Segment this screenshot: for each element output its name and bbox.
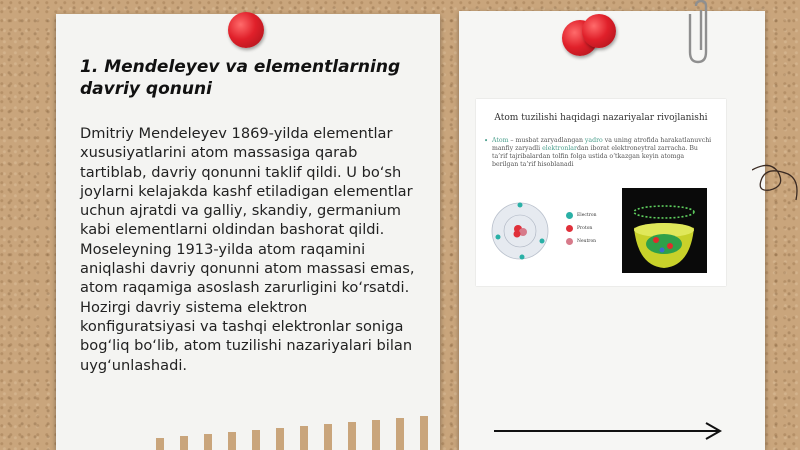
slide-bullet: •	[484, 137, 489, 145]
atom-3d-image	[622, 188, 707, 273]
slide-text-elektron: elektronlar	[542, 145, 577, 152]
slide-text-main: – musbat zaryadlangan	[508, 137, 585, 144]
slide-text-mid: va uning atrofida harakatlanuvchi manfiy zaryadli	[492, 137, 712, 152]
slide-title: Atom tuzilishi haqidagi nazariyalar rivojlanishi	[494, 113, 708, 123]
electron-dot-icon	[566, 212, 573, 219]
atom-legend	[566, 212, 596, 251]
slide-text-end: dan iborat elektroneytral zarracha. Bu ta’rif tajribalardan tolfin folga ustida o‘tkazgan keyin atomga berilgan ta’rif hisoblanadi	[492, 145, 698, 168]
slide-text	[492, 137, 712, 169]
legend-proton: Proton	[577, 226, 593, 231]
swirl-doodle-icon	[752, 150, 800, 210]
legend-neutron: Neutron	[577, 239, 597, 244]
push-pin-icon	[228, 12, 264, 48]
paper-punch-holes	[56, 416, 440, 450]
slide-text-atom: Atom	[492, 137, 509, 144]
slide-image	[476, 99, 726, 286]
proton-dot-icon	[566, 225, 573, 232]
arrow-right-icon	[492, 420, 724, 442]
slide-text-yadro: yadro	[584, 137, 603, 144]
page-title: 1. Mendeleyev va elementlarning davriy qonuni	[80, 57, 401, 99]
push-pin-icon	[582, 14, 616, 48]
body-paragraph: Dmitriy Mendeleyev 1869-yilda elementlar xususiyatlarini atom massasiga qarab tartiblab, davriy qonunni taklif qildi. U bo‘sh joylarni kelajakda kashf etiladigan elementlar uchun ajratdi va galliy, skandiy, germanium kabi elementlarni oldindan bashorat qildi. Moseleyning 1913-yilda atom raqamini aniqlashi davriy qonunni atom massasi emas, atom raqamiga asoslash zarurligini ko‘rsatdi. Hozirgi davriy sistema elektron konfiguratsiyasi va tashqi elektronlar soniga bog‘liq bo‘lib, atom tuzilishi nazariyalari bilan uyg‘unlashadi.	[80, 125, 415, 374]
neutron-dot-icon	[566, 238, 573, 245]
paper-clip-icon	[686, 0, 716, 70]
atom-model-image	[490, 191, 550, 271]
legend-electron: Electron	[577, 213, 597, 218]
